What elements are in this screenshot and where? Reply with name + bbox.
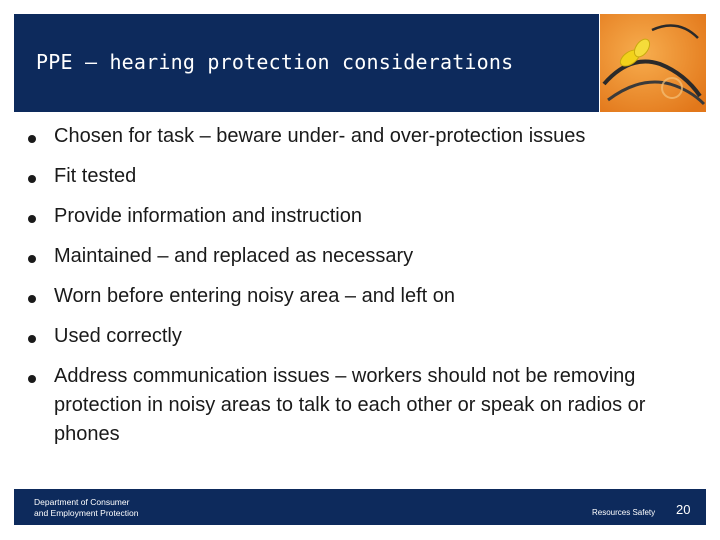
bullet-text: Chosen for task – beware under- and over-protection issues <box>54 125 586 147</box>
bullet-list <box>28 122 708 460</box>
footer-bar <box>14 489 706 525</box>
slide-title: PPE – hearing protection considerations <box>36 50 514 74</box>
list-item <box>28 322 708 351</box>
department-line-1: Department of Consumer <box>34 497 130 507</box>
list-item <box>28 282 708 311</box>
bullet-dot <box>28 335 36 343</box>
brand-name: Resources Safety <box>592 508 656 517</box>
department-line-2: and Employment Protection <box>34 508 139 518</box>
bullet-text: Used correctly <box>54 325 182 347</box>
bullet-dot <box>28 135 36 143</box>
bullet-dot <box>28 295 36 303</box>
title-bar <box>14 14 599 112</box>
bullet-dot <box>28 175 36 183</box>
bullet-dot <box>28 215 36 223</box>
department-name <box>34 497 138 519</box>
list-item <box>28 162 708 191</box>
bullet-text: Fit tested <box>54 165 137 187</box>
list-item <box>28 202 708 231</box>
bullet-text: Address communication issues – workers should not be removing protection in noisy areas to talk to each other or speak on radios or phones <box>54 365 646 445</box>
bullet-text: Worn before entering noisy area – and left on <box>54 285 455 307</box>
bullet-text: Maintained – and replaced as necessary <box>54 245 414 267</box>
list-item <box>28 122 708 151</box>
bullet-dot <box>28 375 36 383</box>
list-item <box>28 362 708 449</box>
bullet-dot <box>28 255 36 263</box>
list-item <box>28 242 708 271</box>
earplugs-photo <box>600 14 706 112</box>
page-number: 20 <box>676 502 691 517</box>
bullet-text: Provide information and instruction <box>54 205 362 227</box>
